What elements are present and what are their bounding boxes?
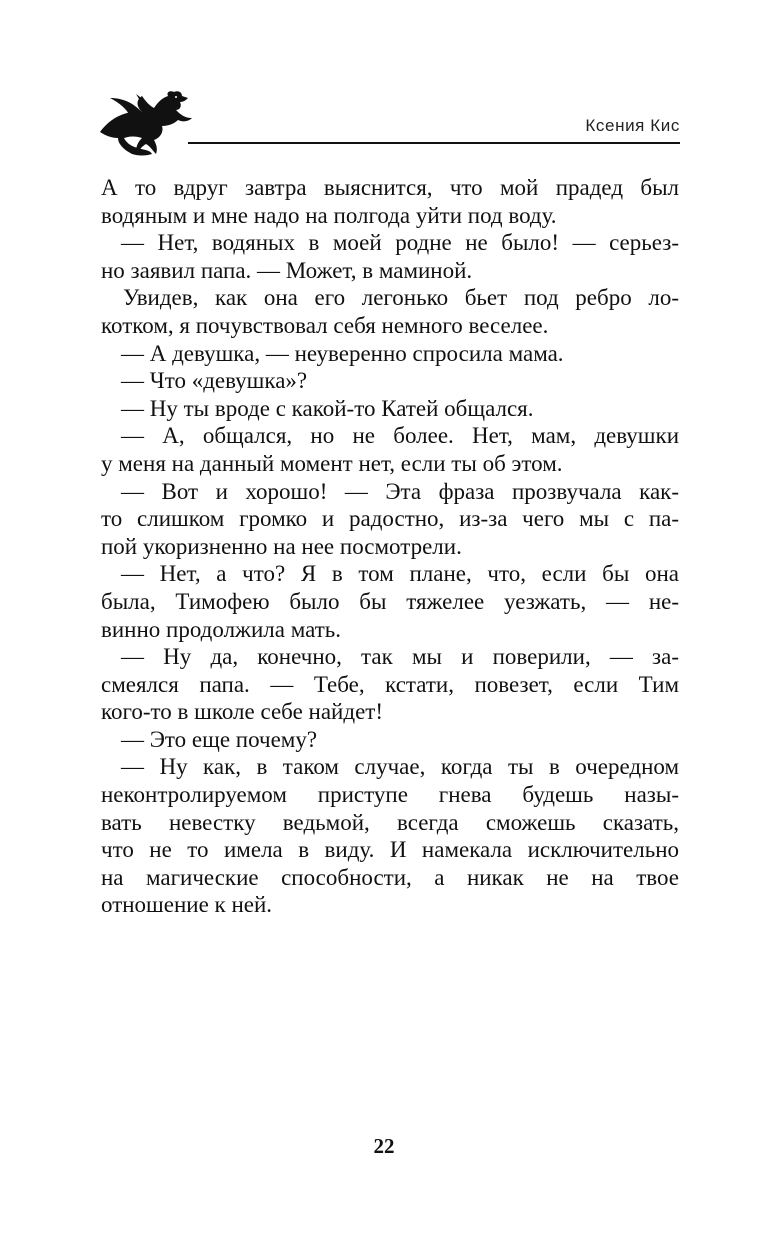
text-line: что не то имела в виду. И намекала исключительно bbox=[101, 837, 679, 863]
text-line: винно продолжила мать. bbox=[101, 616, 341, 642]
text-line: — Вот и хорошо! — Эта фраза прозвучала как- bbox=[121, 478, 679, 504]
text-line: водяным и мне надо на полгода уйти под воду. bbox=[101, 202, 557, 228]
text-line: вать невестку ведьмой, всегда сможешь сказать, bbox=[101, 809, 679, 835]
text-line: — А, общался, но не более. Нет, мам, девушки bbox=[121, 423, 679, 449]
text-line: неконтролируемом приступе гнева будешь назы- bbox=[101, 782, 679, 808]
text-line: — Нет, водяных в моей родне не было! — серьез- bbox=[121, 230, 679, 256]
text-line: смеялся папа. — Тебе, кстати, повезет, если Тим bbox=[101, 671, 679, 697]
header-rule bbox=[188, 142, 680, 144]
text-line: у меня на данный момент нет, если ты об этом. bbox=[101, 450, 563, 476]
page-number: 22 bbox=[373, 1134, 395, 1158]
body-text bbox=[101, 174, 679, 919]
author-name: Ксения Кис bbox=[585, 116, 680, 135]
text-line: но заявил папа. — Может, в маминой. bbox=[101, 257, 473, 283]
text-line: — Ну да, конечно, так мы и поверили, — за- bbox=[121, 644, 679, 670]
text-line: кого-то в школе себе найдет! bbox=[101, 699, 383, 725]
text-line: отношение к ней. bbox=[101, 892, 273, 918]
text-line: — Ну ты вроде с какой-то Катей общался. bbox=[121, 395, 534, 421]
text-line: то слишком громко и радостно, из-за чего мы с па- bbox=[101, 506, 679, 532]
text-line: — Что «девушка»? bbox=[121, 368, 308, 394]
text-line: — А девушка, — неуверенно спросила мама. bbox=[121, 340, 564, 366]
running-header bbox=[96, 88, 680, 160]
text-line: пой укоризненно на нее посмотрели. bbox=[101, 533, 462, 559]
text-line: — Это еще почему? bbox=[121, 726, 318, 752]
text-line: — Нет, а что? Я в том плане, что, если бы она bbox=[121, 561, 679, 587]
text-line: на магические способности, а никак не на твое bbox=[101, 864, 679, 890]
dragon-icon bbox=[96, 88, 200, 160]
text-line: котком, я почувствовал себя немного веселее. bbox=[101, 312, 549, 338]
text-line: А то вдруг завтра выяснится, что мой прадед был bbox=[101, 175, 679, 200]
text-line: была, Тимофею было бы тяжелее уезжать, — не- bbox=[101, 588, 679, 614]
text-line: Увидев, как она его легонько бьет под ребро ло- bbox=[123, 285, 679, 311]
text-line: — Ну как, в таком случае, когда ты в очередном bbox=[121, 754, 679, 780]
